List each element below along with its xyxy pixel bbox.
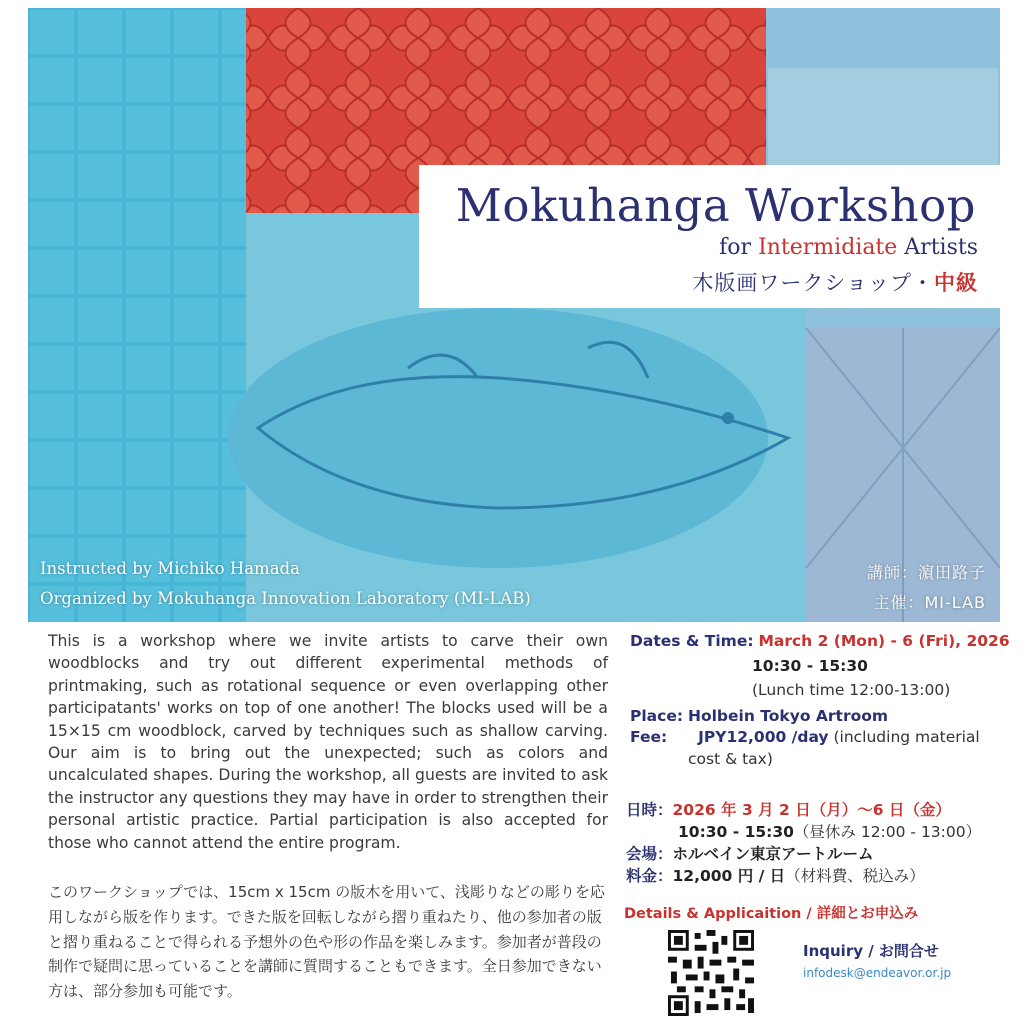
organizer-credit-jp: 主催：MI-LAB xyxy=(873,593,986,612)
woodblock-illustration xyxy=(28,8,1000,622)
organizer-credit: Organized by Mokuhanga Innovation Laboratory (MI-LAB) xyxy=(40,589,531,608)
workshop-title: Mokuhanga Workshop xyxy=(455,179,976,232)
dates-value-jp: 2026 年 3 月 2 日（月）～6 日（金） xyxy=(672,801,951,819)
lunch-time: (Lunch time 12:00-13:00) xyxy=(752,681,951,699)
place-row-jp xyxy=(626,842,874,864)
workshop-subtitle xyxy=(719,235,978,260)
dates-label-jp: 日時： xyxy=(626,801,673,819)
fee-value-jp: 12,000 円 / 日 xyxy=(672,867,786,885)
place-value: Holbein Tokyo Artroom xyxy=(687,707,889,725)
fee-row-jp xyxy=(626,864,925,886)
title-jp-level: 中級 xyxy=(934,271,978,295)
place-value-jp: ホルベイン東京アートルーム xyxy=(672,845,874,863)
fee-note-jp: （材料費、税込み） xyxy=(785,867,925,885)
qr-code-icon[interactable] xyxy=(668,930,754,1016)
subtitle-level: Intermidiate xyxy=(758,235,898,260)
time-row-jp xyxy=(678,820,981,842)
fee-note-cont: cost & tax) xyxy=(688,750,773,768)
title-jp-prefix: 木版画ワークショップ・ xyxy=(692,271,934,295)
instructor-credit-jp: 講師：濵田路子 xyxy=(866,563,986,582)
details-application-link[interactable]: Details & Applicaition / 詳細とお申込み xyxy=(624,906,919,922)
time-note-jp: （昼休み 12:00 - 13:00） xyxy=(793,823,982,841)
fee-row xyxy=(630,728,980,746)
dates-row xyxy=(630,632,1010,650)
place-label-jp: 会場： xyxy=(626,845,673,863)
fee-value: JPY12,000 /day xyxy=(698,728,829,746)
inquiry-label: Inquiry / お問合せ xyxy=(803,942,939,960)
dates-row-jp xyxy=(626,798,951,820)
instructor-credit: Instructed by Michiko Hamada xyxy=(40,559,300,578)
fee-note: (including material xyxy=(833,728,980,746)
fee-label: Fee: xyxy=(630,728,668,746)
dates-value: March 2 (Mon) - 6 (Fri), 2026 xyxy=(758,632,1010,650)
time-value-jp: 10:30 - 15:30 xyxy=(678,823,794,841)
description-japanese: このワークショップでは、15cm x 15cm の版木を用いて、浅彫りなどの彫りを応用しながら版を作ります。できた版を回転しながら摺り重ねたり、他の参加者の版と摺り重ねることで得られる予想外の色や形の作品を楽しみます。参加者が普段の制作で疑問に思っていることを講師に質問することもできます。全日参加できない方は、部分参加も可能です。 xyxy=(48,883,605,1001)
workshop-title-jp xyxy=(692,267,978,297)
place-label: Place: xyxy=(630,707,684,725)
place-row xyxy=(630,707,888,725)
time-value: 10:30 - 15:30 xyxy=(752,657,868,675)
title-box xyxy=(419,165,1000,308)
hero-woodblock-image xyxy=(28,8,1000,622)
subtitle-prefix: for xyxy=(719,235,759,260)
subtitle-suffix: Artists xyxy=(897,235,978,260)
dates-label: Dates & Time: xyxy=(630,632,754,650)
description-english: This is a workshop where we invite artists to carve their own woodblocks and try out different experimental methods of printmaking, such as rotational sequence or even overlapping other participatants' works on top of one another! The blocks used will be a 15×15 cm woodblock, carved by techniques such as shallow carving. Our aim is to bring out the unexpected; such as colors and uncalculated shapes. During the workshop, all guests are invited to ask the instructor any questions they may have in order to strengthen their personal artistic practice. Partial participation is also accepted for those who cannot attend the entire program. xyxy=(48,632,608,852)
email-link[interactable]: infodesk@endeavor.or.jp xyxy=(803,966,952,980)
fee-label-jp: 料金： xyxy=(626,867,673,885)
